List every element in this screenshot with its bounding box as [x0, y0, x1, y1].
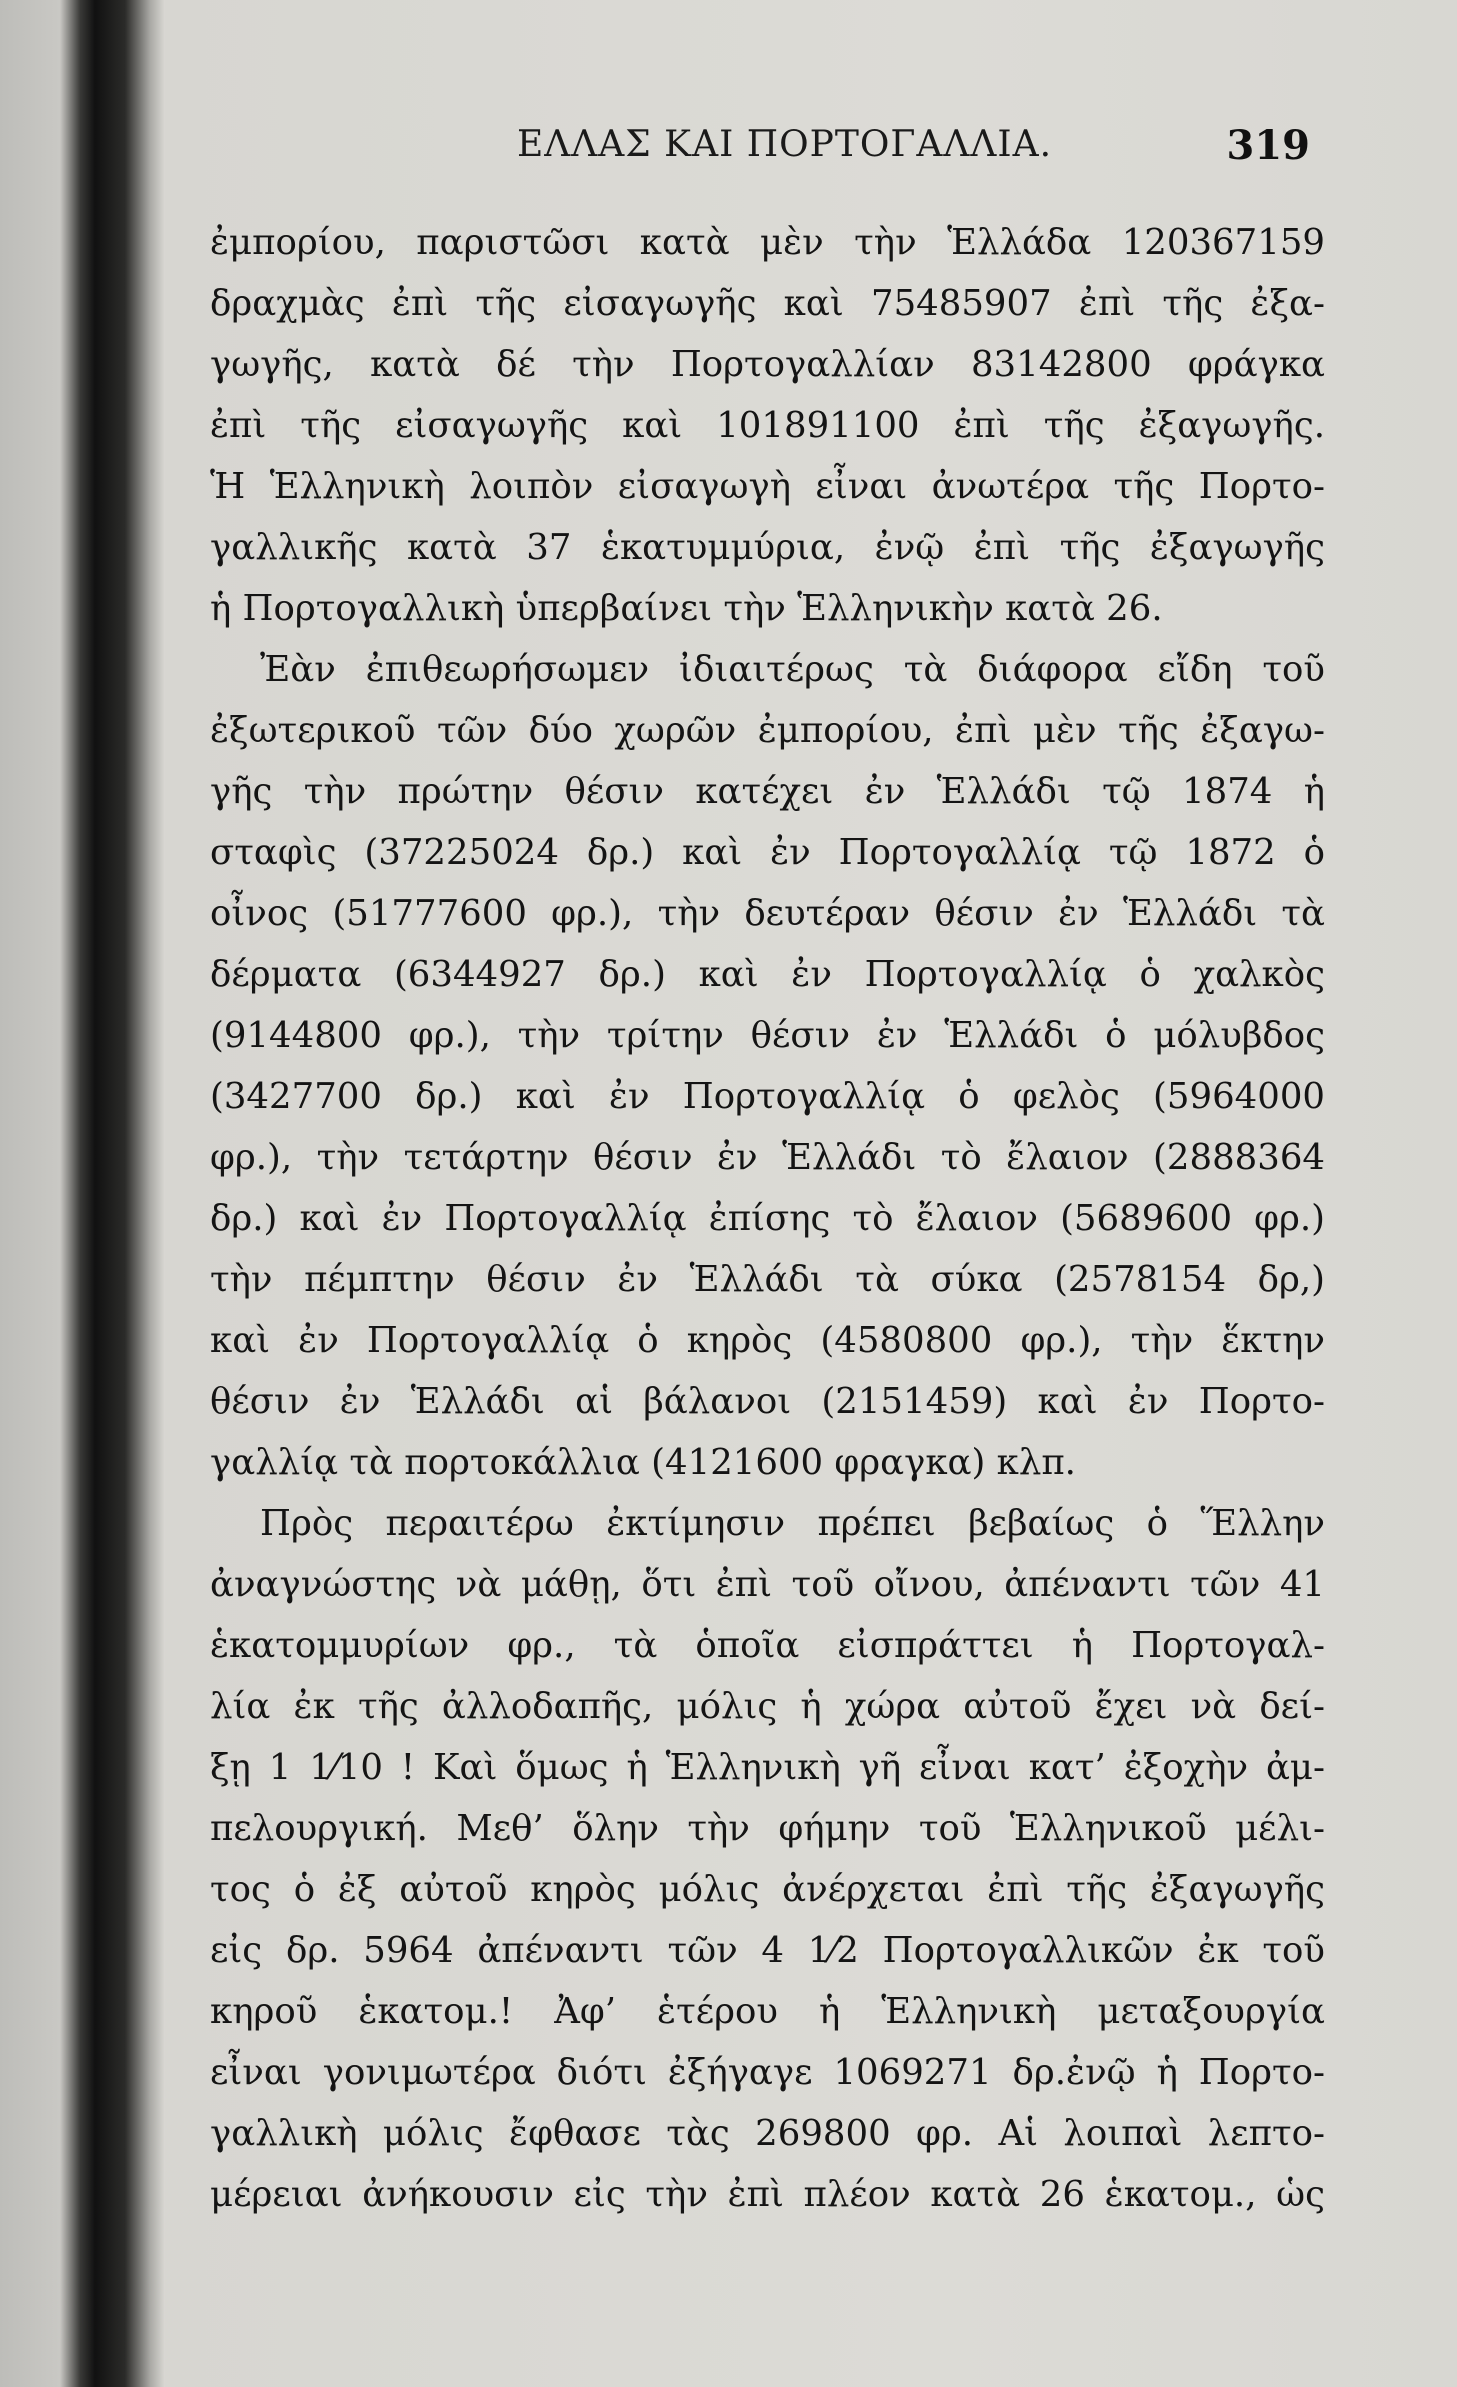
text-line: μέρειαι ἀνήκουσιν εἰς τὴν ἐπὶ πλέον κατὰ 26 ἑκατομ., ὡς — [210, 2174, 1325, 2215]
text-line: οἶνος (51777600 φρ.), τὴν δευτέραν θέσιν ἐν Ἑλλάδι τὰ — [210, 893, 1325, 934]
text-line: ἐπὶ τῆς εἰσαγωγῆς καὶ 101891100 ἐπὶ τῆς ἐξαγωγῆς. — [210, 405, 1325, 446]
text-line: (9144800 φρ.), τὴν τρίτην θέσιν ἐν Ἑλλάδι ὁ μόλυβδος — [210, 1015, 1325, 1056]
text-line: ἡ Πορτογαλλικὴ ὑπερβαίνει τὴν Ἑλληνικὴν κατὰ 26. — [210, 588, 1163, 629]
text-line: γαλλίᾳ τὰ πορτοκάλλια (4121600 φραγκα) κλπ. — [210, 1442, 1076, 1483]
text-line: δραχμὰς ἐπὶ τῆς εἰσαγωγῆς καὶ 75485907 ἐπὶ τῆς ἐξα- — [210, 283, 1325, 324]
text-line: κηροῦ ἑκατομ.! Ἀφ’ ἑτέρου ἡ Ἑλληνικὴ μεταξουργία — [210, 1991, 1325, 2032]
text-line: τος ὁ ἐξ αὐτοῦ κηρὸς μόλις ἀνέρχεται ἐπὶ τῆς ἐξαγωγῆς — [210, 1869, 1325, 1910]
book-gutter — [0, 0, 165, 2387]
text-line: γωγῆς, κατὰ δέ τὴν Πορτογαλλίαν 83142800 φράγκα — [210, 344, 1325, 385]
text-line: εἰς δρ. 5964 ἀπέναντι τῶν 4 1⁄2 Πορτογαλλικῶν ἐκ τοῦ — [210, 1930, 1325, 1971]
text-line: ἐμπορίου, παριστῶσι κατὰ μὲν τὴν Ἑλλάδα 120367159 — [210, 222, 1325, 263]
page-number: 319 — [1226, 122, 1310, 169]
text-line: καὶ ἐν Πορτογαλλίᾳ ὁ κηρὸς (4580800 φρ.), τὴν ἕκτην — [210, 1320, 1325, 1361]
text-line: δέρματα (6344927 δρ.) καὶ ἐν Πορτογαλλίᾳ ὁ χαλκὸς — [210, 954, 1325, 995]
body-text — [210, 212, 1325, 2225]
text-line: γαλλικὴ μόλις ἔφθασε τὰς 269800 φρ. Αἱ λοιπαὶ λεπτο- — [210, 2113, 1325, 2154]
text-line: Ἐὰν ἐπιθεωρήσωμεν ἰδιαιτέρως τὰ διάφορα εἴδη τοῦ — [260, 649, 1325, 690]
text-line: Ἡ Ἑλληνικὴ λοιπὸν εἰσαγωγὴ εἶναι ἀνωτέρα τῆς Πορτο- — [210, 466, 1325, 507]
text-line: Πρὸς περαιτέρω ἐκτίμησιν πρέπει βεβαίως ὁ Ἕλλην — [260, 1503, 1325, 1544]
text-line: γαλλικῆς κατὰ 37 ἑκατυμμύρια, ἐνῷ ἐπὶ τῆς ἐξαγωγῆς — [210, 527, 1325, 568]
text-line: θέσιν ἐν Ἑλλάδι αἱ βάλανοι (2151459) καὶ ἐν Πορτο- — [210, 1381, 1325, 1422]
text-line: εἶναι γονιμωτέρα διότι ἐξήγαγε 1069271 δρ.ἐνῷ ἡ Πορτο- — [210, 2052, 1325, 2093]
text-line: πελουργική. Μεθ’ ὅλην τὴν φήμην τοῦ Ἑλληνικοῦ μέλι- — [210, 1808, 1325, 1849]
running-head: ΕΛΛΑΣ ΚΑΙ ΠΟΡΤΟΓΑΛΛΙΑ. — [517, 124, 1053, 165]
text-line: φρ.), τὴν τετάρτην θέσιν ἐν Ἑλλάδι τὸ ἔλαιον (2888364 — [210, 1137, 1325, 1178]
text-line: ἐξωτερικοῦ τῶν δύο χωρῶν ἐμπορίου, ἐπὶ μὲν τῆς ἐξαγω- — [210, 710, 1325, 751]
text-line: ξῃ 1 1⁄10 ! Καὶ ὅμως ἡ Ἑλληνικὴ γῆ εἶναι κατ’ ἐξοχὴν ἀμ- — [210, 1747, 1325, 1788]
text-line: τὴν πέμπτην θέσιν ἐν Ἑλλάδι τὰ σύκα (2578154 δρ,) — [210, 1259, 1325, 1300]
text-line: σταφὶς (37225024 δρ.) καὶ ἐν Πορτογαλλίᾳ τῷ 1872 ὁ — [210, 832, 1325, 873]
text-line: ἀναγνώστης νὰ μάθῃ, ὅτι ἐπὶ τοῦ οἴνου, ἀπέναντι τῶν 41 — [210, 1564, 1325, 1605]
text-line: λία ἐκ τῆς ἀλλοδαπῆς, μόλις ἡ χώρα αὐτοῦ ἔχει νὰ δεί- — [210, 1686, 1325, 1727]
text-line: (3427700 δρ.) καὶ ἐν Πορτογαλλίᾳ ὁ φελὸς (5964000 — [210, 1076, 1325, 1117]
page-header — [190, 124, 1310, 184]
text-line: δρ.) καὶ ἐν Πορτογαλλίᾳ ἐπίσης τὸ ἔλαιον (5689600 φρ.) — [210, 1198, 1325, 1239]
text-line: γῆς τὴν πρώτην θέσιν κατέχει ἐν Ἑλλάδι τῷ 1874 ἡ — [210, 771, 1325, 812]
text-line: ἑκατομμυρίων φρ., τὰ ὁποῖα εἰσπράττει ἡ Πορτογαλ- — [210, 1625, 1325, 1666]
